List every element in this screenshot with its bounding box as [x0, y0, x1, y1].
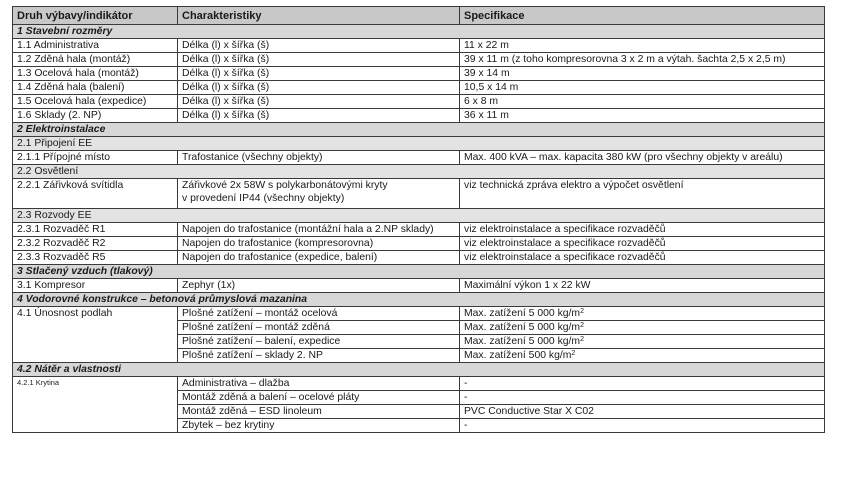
- item-name: 1.1 Administrativa: [13, 39, 178, 53]
- table-row: [13, 279, 825, 293]
- item-name: 1.2 Zděná hala (montáž): [13, 53, 178, 67]
- load-value: Max. zatížení 5 000 kg/m: [464, 308, 581, 319]
- section-title: 4 Vodorovné konstrukce – betonová průmyslová mazanina: [13, 293, 825, 307]
- section-title: 3 Stlačený vzduch (tlakový): [13, 265, 825, 279]
- item-specification: [460, 335, 825, 349]
- subsection-header-row: [13, 137, 825, 151]
- item-characteristic: Délka (l) x šířka (š): [178, 67, 460, 81]
- subsection-title: 2.3 Rozvody EE: [13, 209, 825, 223]
- item-specification: 39 x 14 m: [460, 67, 825, 81]
- item-specification: [460, 349, 825, 363]
- item-characteristic: Délka (l) x šířka (š): [178, 109, 460, 123]
- item-characteristic: Napojen do trafostanice (kompresorovna): [178, 237, 460, 251]
- header-specification: Specifikace: [460, 7, 825, 25]
- item-name: 1.3 Ocelová hala (montáž): [13, 67, 178, 81]
- specification-sheet: [12, 6, 824, 433]
- item-specification: 39 x 11 m (z toho kompresorovna 3 x 2 m a výtah. šachta 2,5 x 2,5 m): [460, 53, 825, 67]
- load-value: Max. zatížení 500 kg/m: [464, 350, 572, 361]
- item-specification: 10,5 x 14 m: [460, 81, 825, 95]
- table-row: [13, 237, 825, 251]
- item-characteristic: Montáž zděná a balení – ocelové pláty: [178, 391, 460, 405]
- item-characteristic: Zbytek – bez krytiny: [178, 419, 460, 433]
- item-characteristic: Plošné zatížení – sklady 2. NP: [178, 349, 460, 363]
- section-header-row: [13, 293, 825, 307]
- item-characteristic: Trafostanice (všechny objekty): [178, 151, 460, 165]
- item-specification: [460, 307, 825, 321]
- item-characteristic: Administrativa – dlažba: [178, 377, 460, 391]
- item-name: 1.6 Sklady (2. NP): [13, 109, 178, 123]
- characteristic-line-2: v provedení IP44 (všechny objekty): [182, 193, 345, 204]
- section-header-row: [13, 123, 825, 137]
- table-row: [13, 223, 825, 237]
- item-specification: viz elektroinstalace a specifikace rozvaděčů: [460, 223, 825, 237]
- item-characteristic: Délka (l) x šířka (š): [178, 81, 460, 95]
- item-name: 2.1.1 Přípojné místo: [13, 151, 178, 165]
- unit-exponent: 2: [580, 336, 584, 343]
- item-name: 4.1 Únosnost podlah: [13, 307, 178, 363]
- item-characteristic: [178, 179, 460, 209]
- table-row: [13, 67, 825, 81]
- item-characteristic: Plošné zatížení – montáž zděná: [178, 321, 460, 335]
- section-header-row: [13, 265, 825, 279]
- subsection-header-row: [13, 165, 825, 179]
- item-characteristic: Délka (l) x šířka (š): [178, 39, 460, 53]
- section-title: 2 Elektroinstalace: [13, 123, 825, 137]
- table-row: [13, 377, 825, 391]
- item-characteristic: Délka (l) x šířka (š): [178, 53, 460, 67]
- item-name: 4.2.1 Krytina: [13, 377, 178, 433]
- item-name: 2.3.3 Rozvaděč R5: [13, 251, 178, 265]
- item-specification: 6 x 8 m: [460, 95, 825, 109]
- item-specification: viz technická zpráva elektro a výpočet osvětlení: [460, 179, 825, 209]
- item-specification: PVC Conductive Star X C02: [460, 405, 825, 419]
- item-specification: -: [460, 377, 825, 391]
- load-value: Max. zatížení 5 000 kg/m: [464, 322, 581, 333]
- item-characteristic: Zephyr (1x): [178, 279, 460, 293]
- item-specification: 11 x 22 m: [460, 39, 825, 53]
- table-row: [13, 81, 825, 95]
- load-value: Max. zatížení 5 000 kg/m: [464, 336, 581, 347]
- item-characteristic: Plošné zatížení – balení, expedice: [178, 335, 460, 349]
- header-equipment-type: Druh výbavy/indikátor: [13, 7, 178, 25]
- subsection-title: 4.2 Nátěr a vlastnosti: [13, 363, 825, 377]
- item-specification: Maximální výkon 1 x 22 kW: [460, 279, 825, 293]
- item-name: 1.5 Ocelová hala (expedice): [13, 95, 178, 109]
- table-row: [13, 95, 825, 109]
- section-header-row: [13, 25, 825, 39]
- item-specification: [460, 321, 825, 335]
- subsection-title: 2.1 Připojení EE: [13, 137, 825, 151]
- item-characteristic: Napojen do trafostanice (montážní hala a 2.NP sklady): [178, 223, 460, 237]
- item-characteristic: Plošné zatížení – montáž ocelová: [178, 307, 460, 321]
- table-row: [13, 53, 825, 67]
- section-title: 1 Stavební rozměry: [13, 25, 825, 39]
- item-characteristic: Napojen do trafostanice (expedice, balení): [178, 251, 460, 265]
- item-specification: viz elektroinstalace a specifikace rozvaděčů: [460, 237, 825, 251]
- table-row: [13, 179, 825, 209]
- item-specification: Max. 400 kVA – max. kapacita 380 kW (pro všechny objekty v areálu): [460, 151, 825, 165]
- characteristic-line-1: Zářivkové 2x 58W s polykarbonátovými kryty: [182, 180, 388, 191]
- unit-exponent: 2: [580, 322, 584, 329]
- item-specification: viz elektroinstalace a specifikace rozvaděčů: [460, 251, 825, 265]
- item-name: 2.3.2 Rozvaděč R2: [13, 237, 178, 251]
- item-characteristic: Montáž zděná – ESD linoleum: [178, 405, 460, 419]
- unit-exponent: 2: [580, 308, 584, 315]
- item-name: 2.2.1 Zářivková svítidla: [13, 179, 178, 209]
- table-row: [13, 151, 825, 165]
- table-row: [13, 109, 825, 123]
- item-characteristic: Délka (l) x šířka (š): [178, 95, 460, 109]
- equipment-specification-table: [12, 6, 825, 433]
- subsection-header-row: [13, 209, 825, 223]
- table-row: [13, 251, 825, 265]
- subsection-title: 2.2 Osvětlení: [13, 165, 825, 179]
- table-row: [13, 39, 825, 53]
- item-name: 2.3.1 Rozvaděč R1: [13, 223, 178, 237]
- item-specification: -: [460, 391, 825, 405]
- item-name: 3.1 Kompresor: [13, 279, 178, 293]
- unit-exponent: 2: [571, 350, 576, 357]
- table-header-row: [13, 7, 825, 25]
- section-header-row: [13, 363, 825, 377]
- item-name: 1.4 Zděná hala (balení): [13, 81, 178, 95]
- item-specification: 36 x 11 m: [460, 109, 825, 123]
- header-characteristics: Charakteristiky: [178, 7, 460, 25]
- table-row: [13, 307, 825, 321]
- item-specification: -: [460, 419, 825, 433]
